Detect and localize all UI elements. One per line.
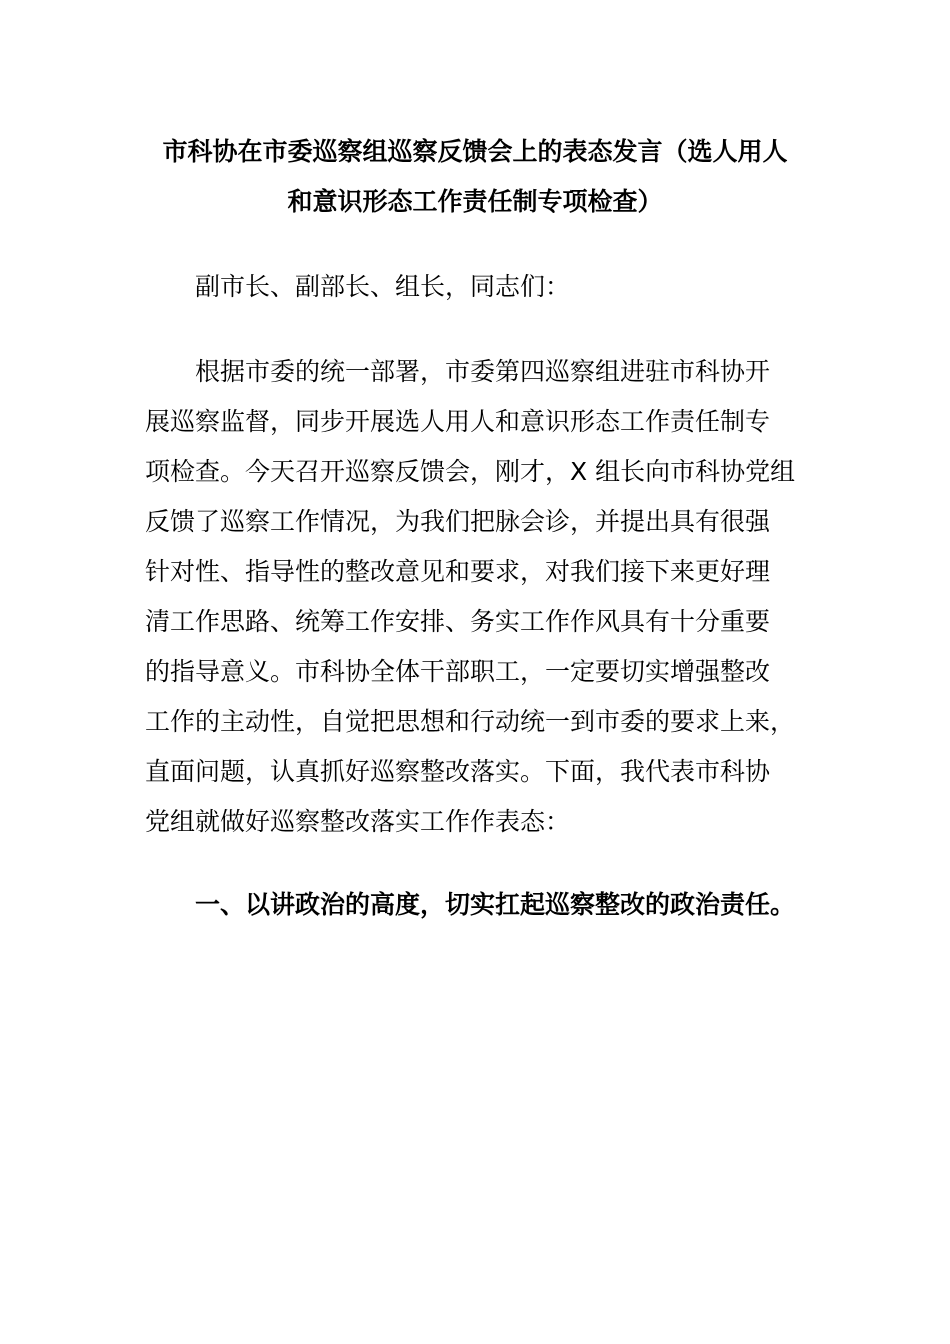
paragraph-line: 展巡察监督，同步开展选人用人和意识形态工作责任制专 <box>145 407 771 436</box>
section-heading-1: 一、以讲政治的高度，切实扛起巡察整改的政治责任。 <box>195 890 796 919</box>
paragraph-line: 清工作思路、统筹工作安排、务实工作作风具有十分重要 <box>145 607 771 636</box>
paragraph-line: 根据市委的统一部署，市委第四巡察组进驻市科协开 <box>195 357 771 386</box>
paragraph-line: 的指导意义。市科协全体干部职工，一定要切实增强整改 <box>145 657 771 686</box>
salutation: 副市长、副部长、组长，同志们： <box>195 272 571 301</box>
paragraph-line: 项检查。今天召开巡察反馈会，刚才，X 组长向市科协党组 <box>145 457 796 486</box>
paragraph-line: 工作的主动性，自觉把思想和行动统一到市委的要求上来， <box>145 707 796 736</box>
document-title <box>140 127 810 227</box>
paragraph-line: 党组就做好巡察整改落实工作作表态： <box>145 807 571 836</box>
paragraph-line: 直面问题，认真抓好巡察整改落实。下面，我代表市科协 <box>145 757 771 786</box>
paragraph-line: 反馈了巡察工作情况，为我们把脉会诊，并提出具有很强 <box>145 507 771 536</box>
paragraph-line: 针对性、指导性的整改意见和要求，对我们接下来更好理 <box>145 557 771 586</box>
paragraph-1 <box>145 350 810 850</box>
title-line-2: 和意识形态工作责任制专项检查） <box>287 187 663 216</box>
title-line-1: 市科协在市委巡察组巡察反馈会上的表态发言（选人用人 <box>162 137 788 166</box>
